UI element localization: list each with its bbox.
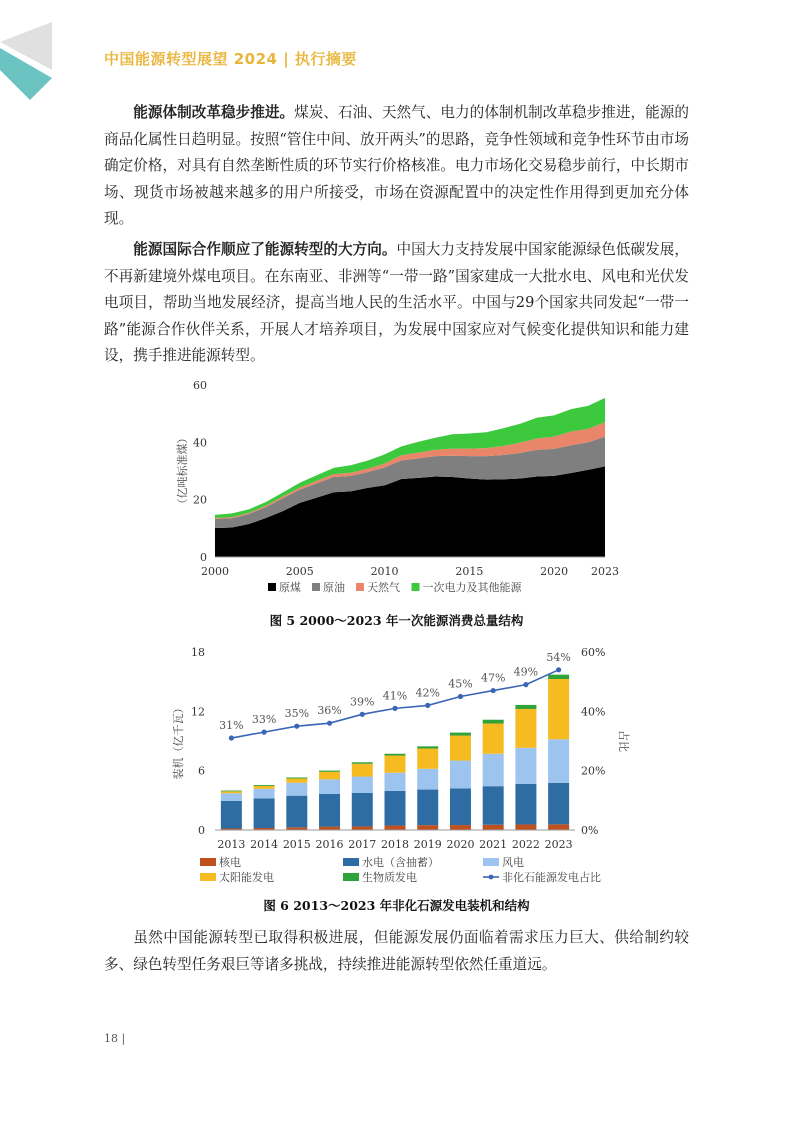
page-header: 中国能源转型展望 2024 | 执行摘要 <box>104 50 357 68</box>
legend-label: 太阳能发电 <box>219 871 274 884</box>
x-tick-label: 2019 <box>413 838 442 851</box>
legend-label: 一次电力及其他能源 <box>422 581 522 594</box>
line-data-label: 31% <box>219 719 244 733</box>
x-tick-label: 2015 <box>455 565 484 578</box>
paragraph-international-cooperation <box>104 237 689 370</box>
bar-segment-太阳能发电 <box>548 679 569 739</box>
bar-segment-水电（含抽蓄） <box>221 801 242 829</box>
line-point <box>360 712 365 717</box>
bar-segment-核电 <box>548 824 569 830</box>
bar-segment-生物质发电 <box>417 746 438 748</box>
x-tick-label: 2014 <box>250 838 279 851</box>
line-data-label: 35% <box>284 707 310 721</box>
legend-swatch <box>343 858 359 866</box>
x-tick-label: 2020 <box>446 838 475 851</box>
bar-segment-生物质发电 <box>385 754 406 756</box>
y2-tick-label: 20% <box>581 764 606 778</box>
y-tick-label: 20 <box>193 493 207 507</box>
legend-label: 原煤 <box>279 581 301 594</box>
legend-swatch <box>356 583 364 591</box>
legend-label: 原油 <box>323 581 345 594</box>
figure-5-area-chart <box>160 375 640 605</box>
line-point <box>491 688 496 693</box>
bar-segment-生物质发电 <box>352 762 373 763</box>
y-tick-label: 18 <box>191 646 205 659</box>
legend-swatch <box>268 583 276 591</box>
y-tick-label: 12 <box>191 705 205 719</box>
line-data-label: 47% <box>480 671 506 685</box>
y-axis-label: 装机（亿千瓦） <box>172 702 185 780</box>
bar-segment-水电（含抽蓄） <box>417 790 438 826</box>
x-tick-label: 2013 <box>217 838 246 851</box>
bar-segment-水电（含抽蓄） <box>254 798 275 828</box>
legend-label: 风电 <box>502 856 524 869</box>
x-tick-label: 2017 <box>348 838 377 851</box>
y2-tick-label: 40% <box>581 705 606 719</box>
bar-segment-核电 <box>417 825 438 830</box>
legend-swatch <box>200 873 216 881</box>
bar-segment-水电（含抽蓄） <box>483 786 504 825</box>
x-tick-label: 2005 <box>285 565 314 578</box>
y-tick-label: 0 <box>198 824 205 837</box>
y2-tick-label: 0% <box>581 824 599 837</box>
x-tick-label: 2021 <box>479 838 508 851</box>
x-tick-label: 2023 <box>544 838 573 851</box>
line-data-label: 45% <box>448 677 473 691</box>
paragraph-energy-reform <box>104 100 689 233</box>
bar-segment-水电（含抽蓄） <box>286 796 307 828</box>
legend-label: 水电（含抽蓄） <box>362 856 439 869</box>
bar-segment-太阳能发电 <box>254 786 275 789</box>
bar-segment-水电（含抽蓄） <box>319 794 340 827</box>
bar-segment-风电 <box>286 783 307 796</box>
paragraph-body: 煤炭、石油、天然气、电力的体制机制改革稳步推进，能源的商品化属性日趋明显。按照“管住中间、放开两头”的思路，竞争性领域和竞争性环节由市场确定价格，对具有自然垄断性质的环节实行价格核准。电力市场化交易稳步前行，中长期市场、现货市场被越来越多的用户所接受，市场在资源配置中的决定性作用得到更加充分体现。 <box>104 104 689 227</box>
y-tick-label: 60 <box>193 379 207 392</box>
bar-segment-生物质发电 <box>483 720 504 724</box>
figure-6-caption: 图 6 2013～2023 年非化石源发电装机和结构 <box>263 898 530 913</box>
legend-swatch <box>200 858 216 866</box>
y-axis-label: （亿吨标准煤） <box>176 432 189 510</box>
bar-segment-生物质发电 <box>286 777 307 778</box>
y-tick-label: 40 <box>193 436 207 450</box>
line-data-label: 39% <box>350 695 375 709</box>
bar-segment-核电 <box>319 827 340 830</box>
page-number-value: 18 <box>104 1032 118 1045</box>
line-data-label: 42% <box>415 686 440 700</box>
line-data-label: 54% <box>546 650 571 664</box>
bar-segment-生物质发电 <box>319 771 340 772</box>
line-point <box>327 721 332 726</box>
y2-axis-label: 占比 <box>617 730 630 752</box>
bar-segment-核电 <box>483 825 504 830</box>
legend-label: 天然气 <box>367 581 400 594</box>
y2-tick-label: 60% <box>581 646 606 659</box>
line-point <box>392 706 397 711</box>
x-tick-label: 2023 <box>591 565 619 578</box>
legend-swatch <box>343 873 359 881</box>
legend-swatch <box>312 583 320 591</box>
bar-segment-风电 <box>548 739 569 783</box>
x-tick-label: 2020 <box>540 565 569 578</box>
x-tick-label: 2000 <box>201 565 229 578</box>
bar-segment-太阳能发电 <box>319 772 340 780</box>
bar-segment-生物质发电 <box>221 791 242 792</box>
x-tick-label: 2016 <box>315 838 344 851</box>
bar-segment-风电 <box>450 761 471 789</box>
bar-segment-核电 <box>385 826 406 830</box>
line-point <box>261 730 266 735</box>
bar-segment-水电（含抽蓄） <box>385 791 406 826</box>
bar-segment-风电 <box>254 789 275 799</box>
bar-segment-风电 <box>385 773 406 791</box>
bar-segment-生物质发电 <box>548 675 569 679</box>
bar-segment-风电 <box>221 793 242 801</box>
bar-segment-风电 <box>483 754 504 786</box>
bar-segment-太阳能发电 <box>385 756 406 773</box>
line-point <box>229 735 234 740</box>
bar-segment-风电 <box>352 777 373 793</box>
bar-segment-太阳能发电 <box>483 723 504 753</box>
figure-6-bar-chart <box>160 640 640 892</box>
legend-label: 非化石能源发电占比 <box>502 871 601 884</box>
line-series-share <box>231 670 558 738</box>
bar-segment-太阳能发电 <box>286 778 307 782</box>
bar-segment-水电（含抽蓄） <box>450 788 471 825</box>
bar-segment-核电 <box>515 824 536 830</box>
paragraph-lead: 能源国际合作顺应了能源转型的大方向。 <box>133 241 397 258</box>
legend-label: 生物质发电 <box>362 871 417 884</box>
bar-segment-水电（含抽蓄） <box>352 793 373 827</box>
line-data-label: 36% <box>317 704 342 718</box>
line-point <box>556 667 561 672</box>
x-tick-label: 2022 <box>511 838 540 851</box>
line-point <box>425 703 430 708</box>
bar-segment-水电（含抽蓄） <box>515 784 536 825</box>
legend-swatch <box>412 583 420 591</box>
line-point <box>458 694 463 699</box>
bar-segment-太阳能发电 <box>515 709 536 748</box>
line-point <box>523 682 528 687</box>
bar-segment-风电 <box>515 748 536 784</box>
paragraph-lead: 能源体制改革稳步推进。 <box>133 104 295 121</box>
bar-segment-生物质发电 <box>254 785 275 786</box>
x-tick-label: 2018 <box>381 838 409 851</box>
bar-segment-核电 <box>450 825 471 830</box>
x-tick-label: 2015 <box>282 838 311 851</box>
corner-decoration <box>0 0 60 110</box>
page-number: 18 | <box>104 1032 126 1045</box>
bar-segment-太阳能发电 <box>417 749 438 769</box>
bar-segment-太阳能发电 <box>352 764 373 777</box>
bar-segment-太阳能发电 <box>221 791 242 793</box>
bar-segment-太阳能发电 <box>450 736 471 761</box>
bar-segment-生物质发电 <box>515 705 536 709</box>
bar-segment-风电 <box>319 779 340 794</box>
y-tick-label: 0 <box>200 551 207 564</box>
paragraph-body: 中国大力支持发展中国家能源绿色低碳发展，不再新建境外煤电项目。在东南亚、非洲等“一带一路”国家建成一大批水电、风电和光伏发电项目，帮助当地发展经济，提高当地人民的生活水平。中国与29个国家共同发起“一带一路”能源合作伙伴关系，开展人才培养项目，为发展中国家应对气候变化提供知识和能力建设，携手推进能源转型。 <box>104 241 689 364</box>
figure-5-caption: 图 5 2000～2023 年一次能源消费总量结构 <box>269 613 524 628</box>
line-point <box>294 724 299 729</box>
legend-swatch <box>483 858 499 866</box>
line-data-label: 49% <box>513 665 539 679</box>
line-data-label: 41% <box>382 689 408 703</box>
paragraph-challenges: 虽然中国能源转型已取得积极进展，但能源发展仍面临着需求压力巨大、供给制约较多、绿色转型任务艰巨等诸多挑战，持续推进能源转型依然任重道远。 <box>104 929 689 973</box>
bar-segment-风电 <box>417 769 438 790</box>
line-data-label: 33% <box>251 713 277 727</box>
legend-swatch-marker <box>489 875 494 880</box>
legend-label: 核电 <box>219 856 241 869</box>
bar-segment-水电（含抽蓄） <box>548 783 569 825</box>
bar-segment-核电 <box>352 826 373 830</box>
y-tick-label: 6 <box>198 764 205 778</box>
bar-segment-生物质发电 <box>450 733 471 736</box>
x-tick-label: 2010 <box>370 565 399 578</box>
